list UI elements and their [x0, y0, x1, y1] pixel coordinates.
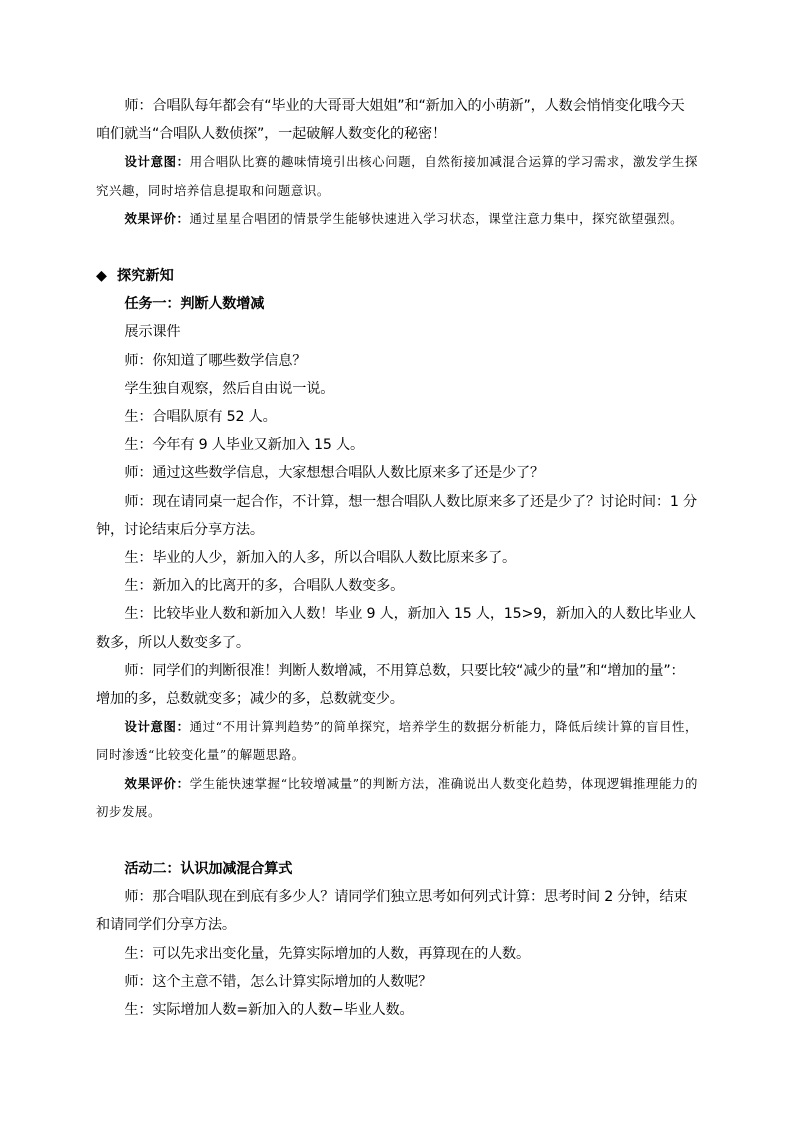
dialogue-line: 学生独自观察，然后自由说一说。 [124, 380, 335, 397]
dialogue-line: 生：毕业的人少，新加入的人多，所以合唱队人数比原来多了。 [124, 550, 517, 567]
dialogue-line: 师：这个主意不错，怎么计算实际增加的人数呢？ [124, 973, 433, 990]
design-intent-label: 设计意图： [124, 154, 190, 170]
design-intent-text: 用合唱队比赛的趣味情境引出核心问题，自然衔接加减混合运算的学习需求，激发学生探究兴趣，同时培养信息提取和问题意识。 [96, 154, 699, 198]
dialogue-line: 生：实际增加人数=新加入的人数−毕业人数。 [124, 1002, 414, 1019]
section-heading-text: 探究新知 [117, 268, 174, 285]
effect-evaluation-note [96, 770, 698, 826]
effect-evaluation-text: 通过星星合唱团的情景学生能够快速进入学习状态，课堂注意力集中，探究欲望强烈。 [189, 210, 684, 226]
dialogue-line: 师：通过这些数学信息，大家想想合唱队人数比原来多了还是少了？ [124, 465, 545, 482]
dialogue-line: 师：同学们的判断很准！判断人数增减，不用算总数，只要比较“减少的量”和“增加的量”：增加的多，总数就变多；减少的多，总数就变少。 [96, 662, 685, 708]
dialogue-line: 展示课件 [124, 324, 181, 341]
activity-two-title: 活动二：认识加减混合算式 [124, 861, 293, 878]
spacer [96, 826, 698, 855]
dialogue-line: 生：今年有 9 人毕业又新加入 15 人。 [124, 437, 364, 454]
dialogue-line: 生：合唱队原有 52 人。 [124, 409, 277, 426]
effect-evaluation-note [96, 205, 698, 233]
dialogue-line: 生：比较毕业人数和新加入人数！毕业 9 人，新加入 15 人，15>9，新加入的人数比毕业人数多，所以人数变多了。 [96, 606, 696, 651]
effect-evaluation-text: 学生能快速掌握“比较增减量”的判断方法，准确说出人数变化趋势，体现逻辑推理能力的初步发展。 [96, 775, 699, 819]
effect-evaluation-label: 效果评价： [124, 775, 190, 791]
task-one-title: 任务一：判断人数增减 [124, 296, 265, 313]
diamond-bullet-icon: ◆ [96, 268, 107, 285]
dialogue-line: 生：可以先求出变化量，先算实际增加的人数，再算现在的人数。 [124, 945, 531, 962]
spacer [96, 233, 698, 262]
design-intent-label: 设计意图： [124, 719, 190, 735]
design-intent-text: 通过“不用计算判趋势”的简单探究，培养学生的数据分析能力，降低后续计算的盲目性，同时渗透“比较变化量”的解题思路。 [96, 719, 699, 763]
effect-evaluation-label: 效果评价： [124, 210, 190, 226]
dialogue-line: 师：现在请同桌一起合作，不计算，想一想合唱队人数比原来多了还是少了？讨论时间：1 分钟，讨论结束后分享方法。 [96, 493, 698, 538]
teacher-intro-line: 师：合唱队每年都会有“毕业的大哥哥大姐姐”和“新加入的小萌新”，人数会悄悄变化哦今天咱们就当“合唱队人数侦探”，一起破解人数变化的秘密！ [96, 98, 685, 143]
lesson-plan-page [96, 92, 698, 1024]
design-intent-note [96, 148, 698, 204]
design-intent-note [96, 713, 698, 769]
dialogue-line: 生：新加入的比离开的多，合唱队人数变多。 [124, 578, 405, 595]
dialogue-line: 师：你知道了哪些数学信息？ [124, 352, 307, 369]
dialogue-line: 师：那合唱队现在到底有多少人？请同学们独立思考如何列式计算：思考时间 2 分钟，结束和请同学们分享方法。 [96, 889, 688, 934]
section-heading-explore [96, 262, 698, 290]
